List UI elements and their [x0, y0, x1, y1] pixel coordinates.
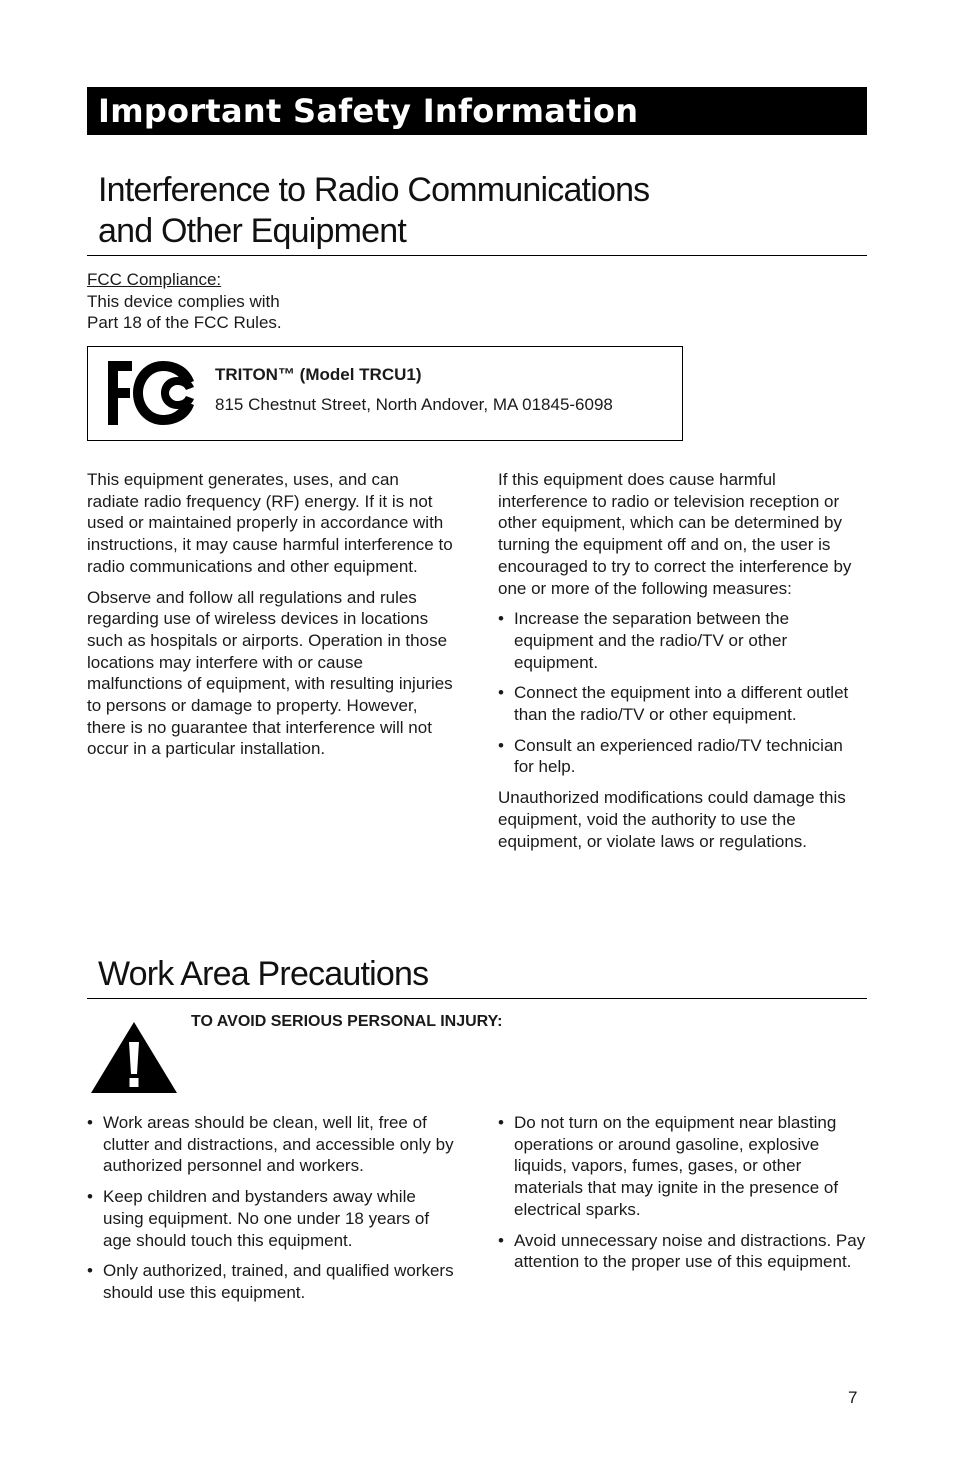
warning-text: TO AVOID SERIOUS PERSONAL INJURY: [191, 1013, 503, 1030]
work-area-section-title: Work Area Precautions [98, 955, 429, 993]
fcc-logo-icon [106, 359, 196, 427]
interference-measures-list [498, 608, 866, 778]
fcc-compliance-line2: Part 18 of the FCC Rules. [87, 313, 282, 333]
list-item: • Avoid unnecessary noise and distractions. Pay attention to the proper use of this equipment. [498, 1230, 866, 1273]
page-number: 7 [848, 1388, 858, 1407]
fcc-compliance-block [87, 269, 347, 334]
work-area-title-rule [87, 998, 867, 999]
interference-right-column [498, 469, 866, 861]
work-area-left-column [87, 1112, 455, 1313]
page-banner: Important Safety Information [87, 87, 867, 135]
list-item: • Only authorized, trained, and qualified workers should use this equipment. [87, 1260, 455, 1303]
fcc-compliance-line1: This device complies with [87, 291, 280, 311]
list-item: • Keep children and bystanders away while using equipment. No one under 18 years of age should touch this equipment. [87, 1186, 455, 1251]
list-item: • Connect the equipment into a different outlet than the radio/TV or other equipment. [498, 682, 866, 725]
work-area-right-list [498, 1112, 866, 1273]
warning-triangle-icon [90, 1020, 178, 1094]
interference-title-line1: Interference to Radio Communications [98, 171, 650, 209]
work-area-left-list [87, 1112, 455, 1304]
interference-left-column [87, 469, 455, 769]
interference-right-paragraph-1: If this equipment does cause harmful interference to radio or television reception or other equipment, which can be determined by turning the equipment off and on, the user is encouraged to try to correct the interference by one or more of the following measures: [498, 470, 852, 598]
interference-left-paragraph-2: Observe and follow all regulations and rules regarding use of wireless devices in locations such as hospitals or airports. Operation in those locations may interfere with or cause malfunctions of equipment, with resulting injuries to persons or damage to property. However, there is no guarantee that interference will not occur in a particular installation. [87, 587, 453, 759]
interference-title-rule [87, 255, 867, 256]
fcc-compliance-heading: FCC Compliance: [87, 270, 222, 289]
work-area-right-column [498, 1112, 866, 1282]
interference-left-paragraph-1: This equipment generates, uses, and can radiate radio frequency (RF) energy. If it is not used or maintained properly in accordance with instructions, it may cause harmful interference to radio communications and other equipment. [87, 470, 453, 576]
fcc-info-box [87, 346, 683, 441]
fcc-model-name: TRITON™ (Model TRCU1) [215, 365, 422, 384]
interference-section-title [98, 170, 649, 252]
fcc-address: 815 Chestnut Street, North Andover, MA 01845-6098 [215, 395, 613, 414]
list-item: • Increase the separation between the equipment and the radio/TV or other equipment. [498, 608, 866, 673]
interference-right-paragraph-2: Unauthorized modifications could damage this equipment, void the authority to use the equipment, or violate laws or regulations. [498, 788, 846, 851]
list-item: • Do not turn on the equipment near blasting operations or around gasoline, explosive liquids, vapors, fumes, gases, or other materials that may ignite in the presence of electrical sparks. [498, 1112, 866, 1221]
interference-title-line2: and Other Equipment [98, 212, 406, 250]
list-item: • Consult an experienced radio/TV technician for help. [498, 735, 866, 778]
list-item: • Work areas should be clean, well lit, free of clutter and distractions, and accessible only by authorized personnel and workers. [87, 1112, 455, 1177]
